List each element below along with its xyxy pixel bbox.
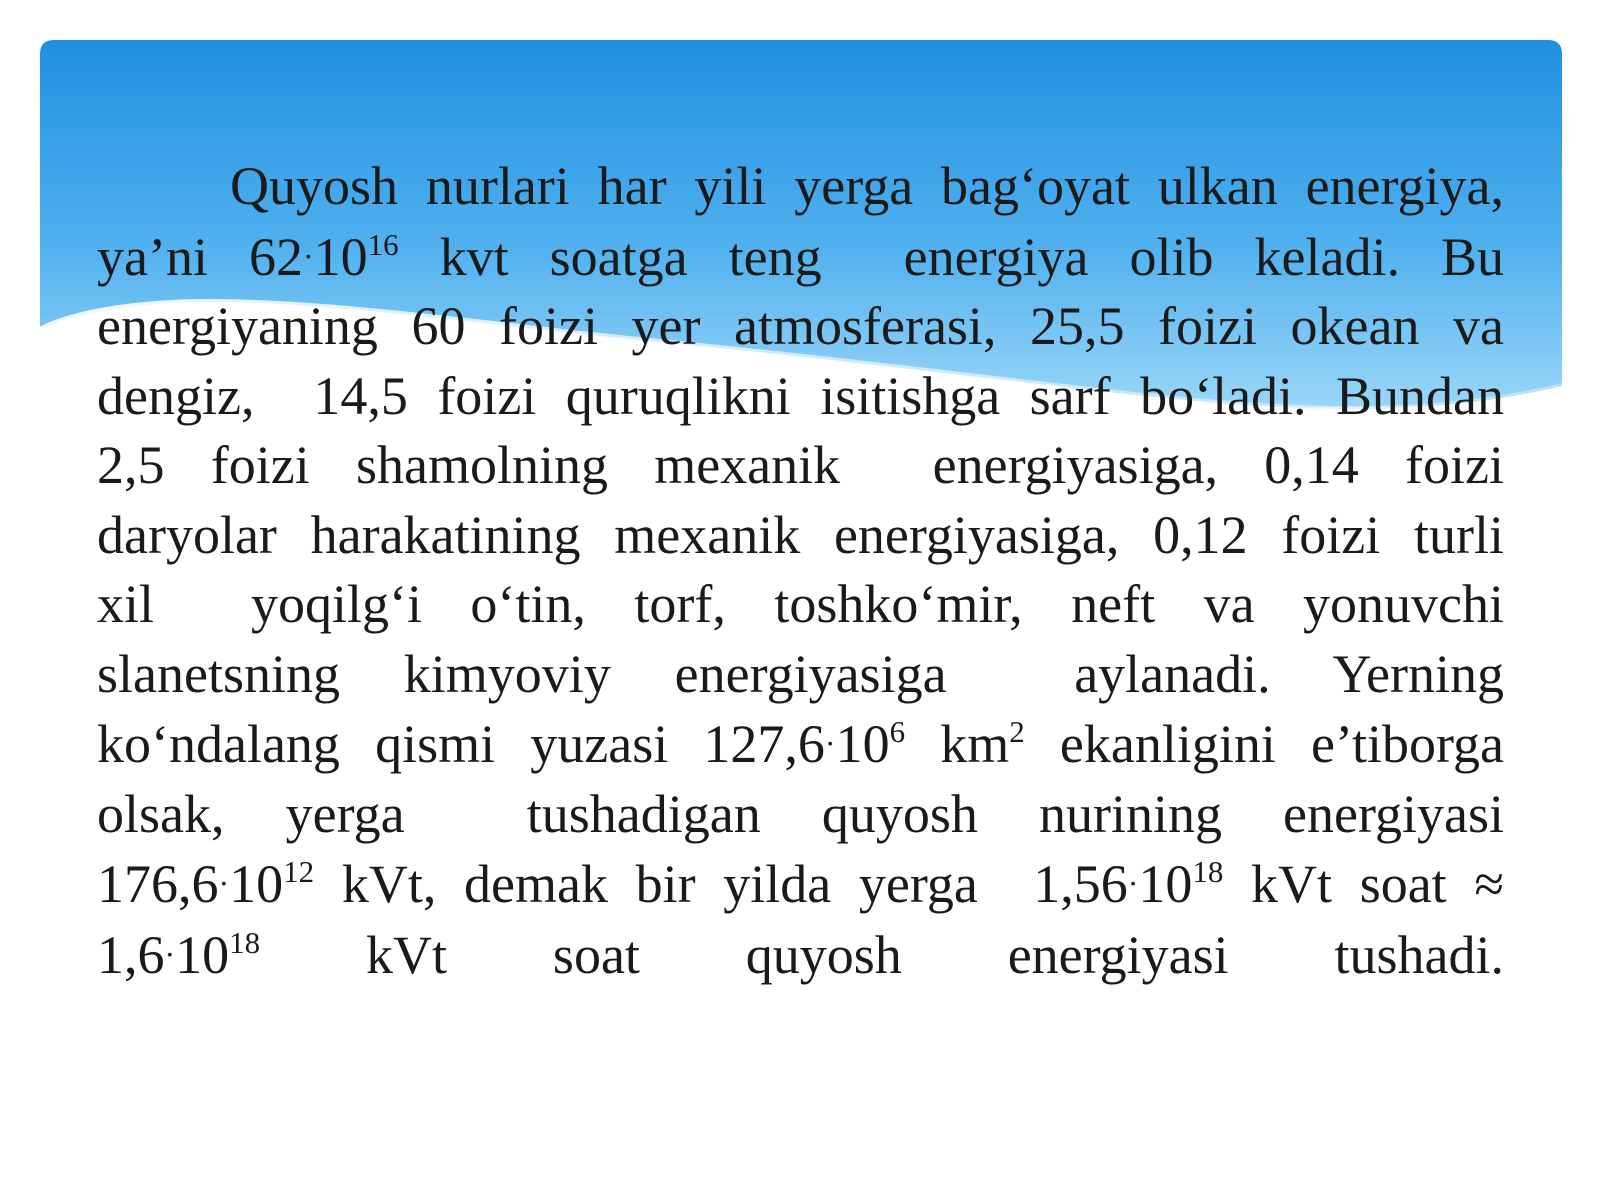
superscript-exponent: 12	[283, 854, 315, 889]
body-paragraph	[97, 152, 1504, 990]
text-run: ekanligini e’tiborga	[1024, 714, 1504, 774]
superscript-exponent: 2	[1009, 714, 1025, 749]
text-line	[97, 849, 1504, 920]
text-line	[97, 780, 1504, 850]
text-line	[97, 362, 1504, 432]
multiplication-dot: ·	[1127, 865, 1139, 901]
text-line	[97, 152, 1504, 222]
text-run: daryolar harakatining mexanik energiyasiga, 0,12 foizi turli	[97, 504, 1504, 565]
text-run: km	[905, 714, 1010, 774]
superscript-exponent: 6	[889, 714, 906, 749]
text-run: 1,6	[97, 924, 165, 985]
multiplication-dot: ·	[824, 725, 836, 761]
text-line	[97, 431, 1504, 501]
text-run: Quyosh nurlari har yili yerga bag‘oyat ulkan energiya,	[230, 156, 1504, 216]
multiplication-dot: ·	[164, 935, 176, 972]
text-line	[97, 292, 1504, 362]
text-run: ya’ni 62	[97, 226, 303, 287]
text-run: 10	[229, 854, 284, 914]
text-run: kvt soatga teng energiya olib keladi. Bu	[398, 226, 1504, 287]
text-run: energiyaning 60 foizi yer atmosferasi, 25,5 foizi okean va	[97, 296, 1504, 356]
text-line	[97, 570, 1504, 640]
text-line	[97, 920, 1504, 991]
text-run: slanetsning kimyoviy energiyasiga aylanadi. Yerning	[97, 643, 1504, 704]
text-run: 10	[175, 924, 230, 985]
multiplication-dot: ·	[218, 865, 230, 901]
text-run: ko‘ndalang qismi yuzasi 127,6	[97, 714, 825, 774]
text-run: kVt, demak bir yilda yerga 1,56	[314, 854, 1128, 914]
text-run: kVt soat quyosh energiyasi tushadi.	[260, 924, 1504, 985]
text-run: dengiz, 14,5 foizi quruqlikni isitishga sarf bo‘ladi. Bundan	[97, 365, 1504, 426]
text-run: xil yoqilg‘i o‘tin, torf, toshko‘mir, neft va yonuvchi	[97, 574, 1504, 634]
text-run: 10	[835, 714, 890, 774]
text-line	[97, 222, 1504, 293]
superscript-exponent: 18	[1192, 854, 1224, 889]
text-run: 176,6	[97, 854, 219, 914]
text-run: 2,5 foizi shamolning mexanik energiyasiga, 0,14 foizi	[97, 435, 1504, 495]
text-run: kVt soat ≈	[1223, 854, 1504, 914]
superscript-exponent: 18	[229, 924, 261, 960]
multiplication-dot: ·	[302, 237, 314, 274]
text-line	[97, 501, 1504, 571]
text-run: 10	[313, 226, 368, 287]
text-run: olsak, yerga tushadigan quyosh nurining energiyasi	[97, 783, 1504, 844]
text-line	[97, 709, 1504, 780]
text-run: 10	[1138, 854, 1193, 914]
superscript-exponent: 16	[367, 226, 399, 262]
text-line	[97, 640, 1504, 710]
